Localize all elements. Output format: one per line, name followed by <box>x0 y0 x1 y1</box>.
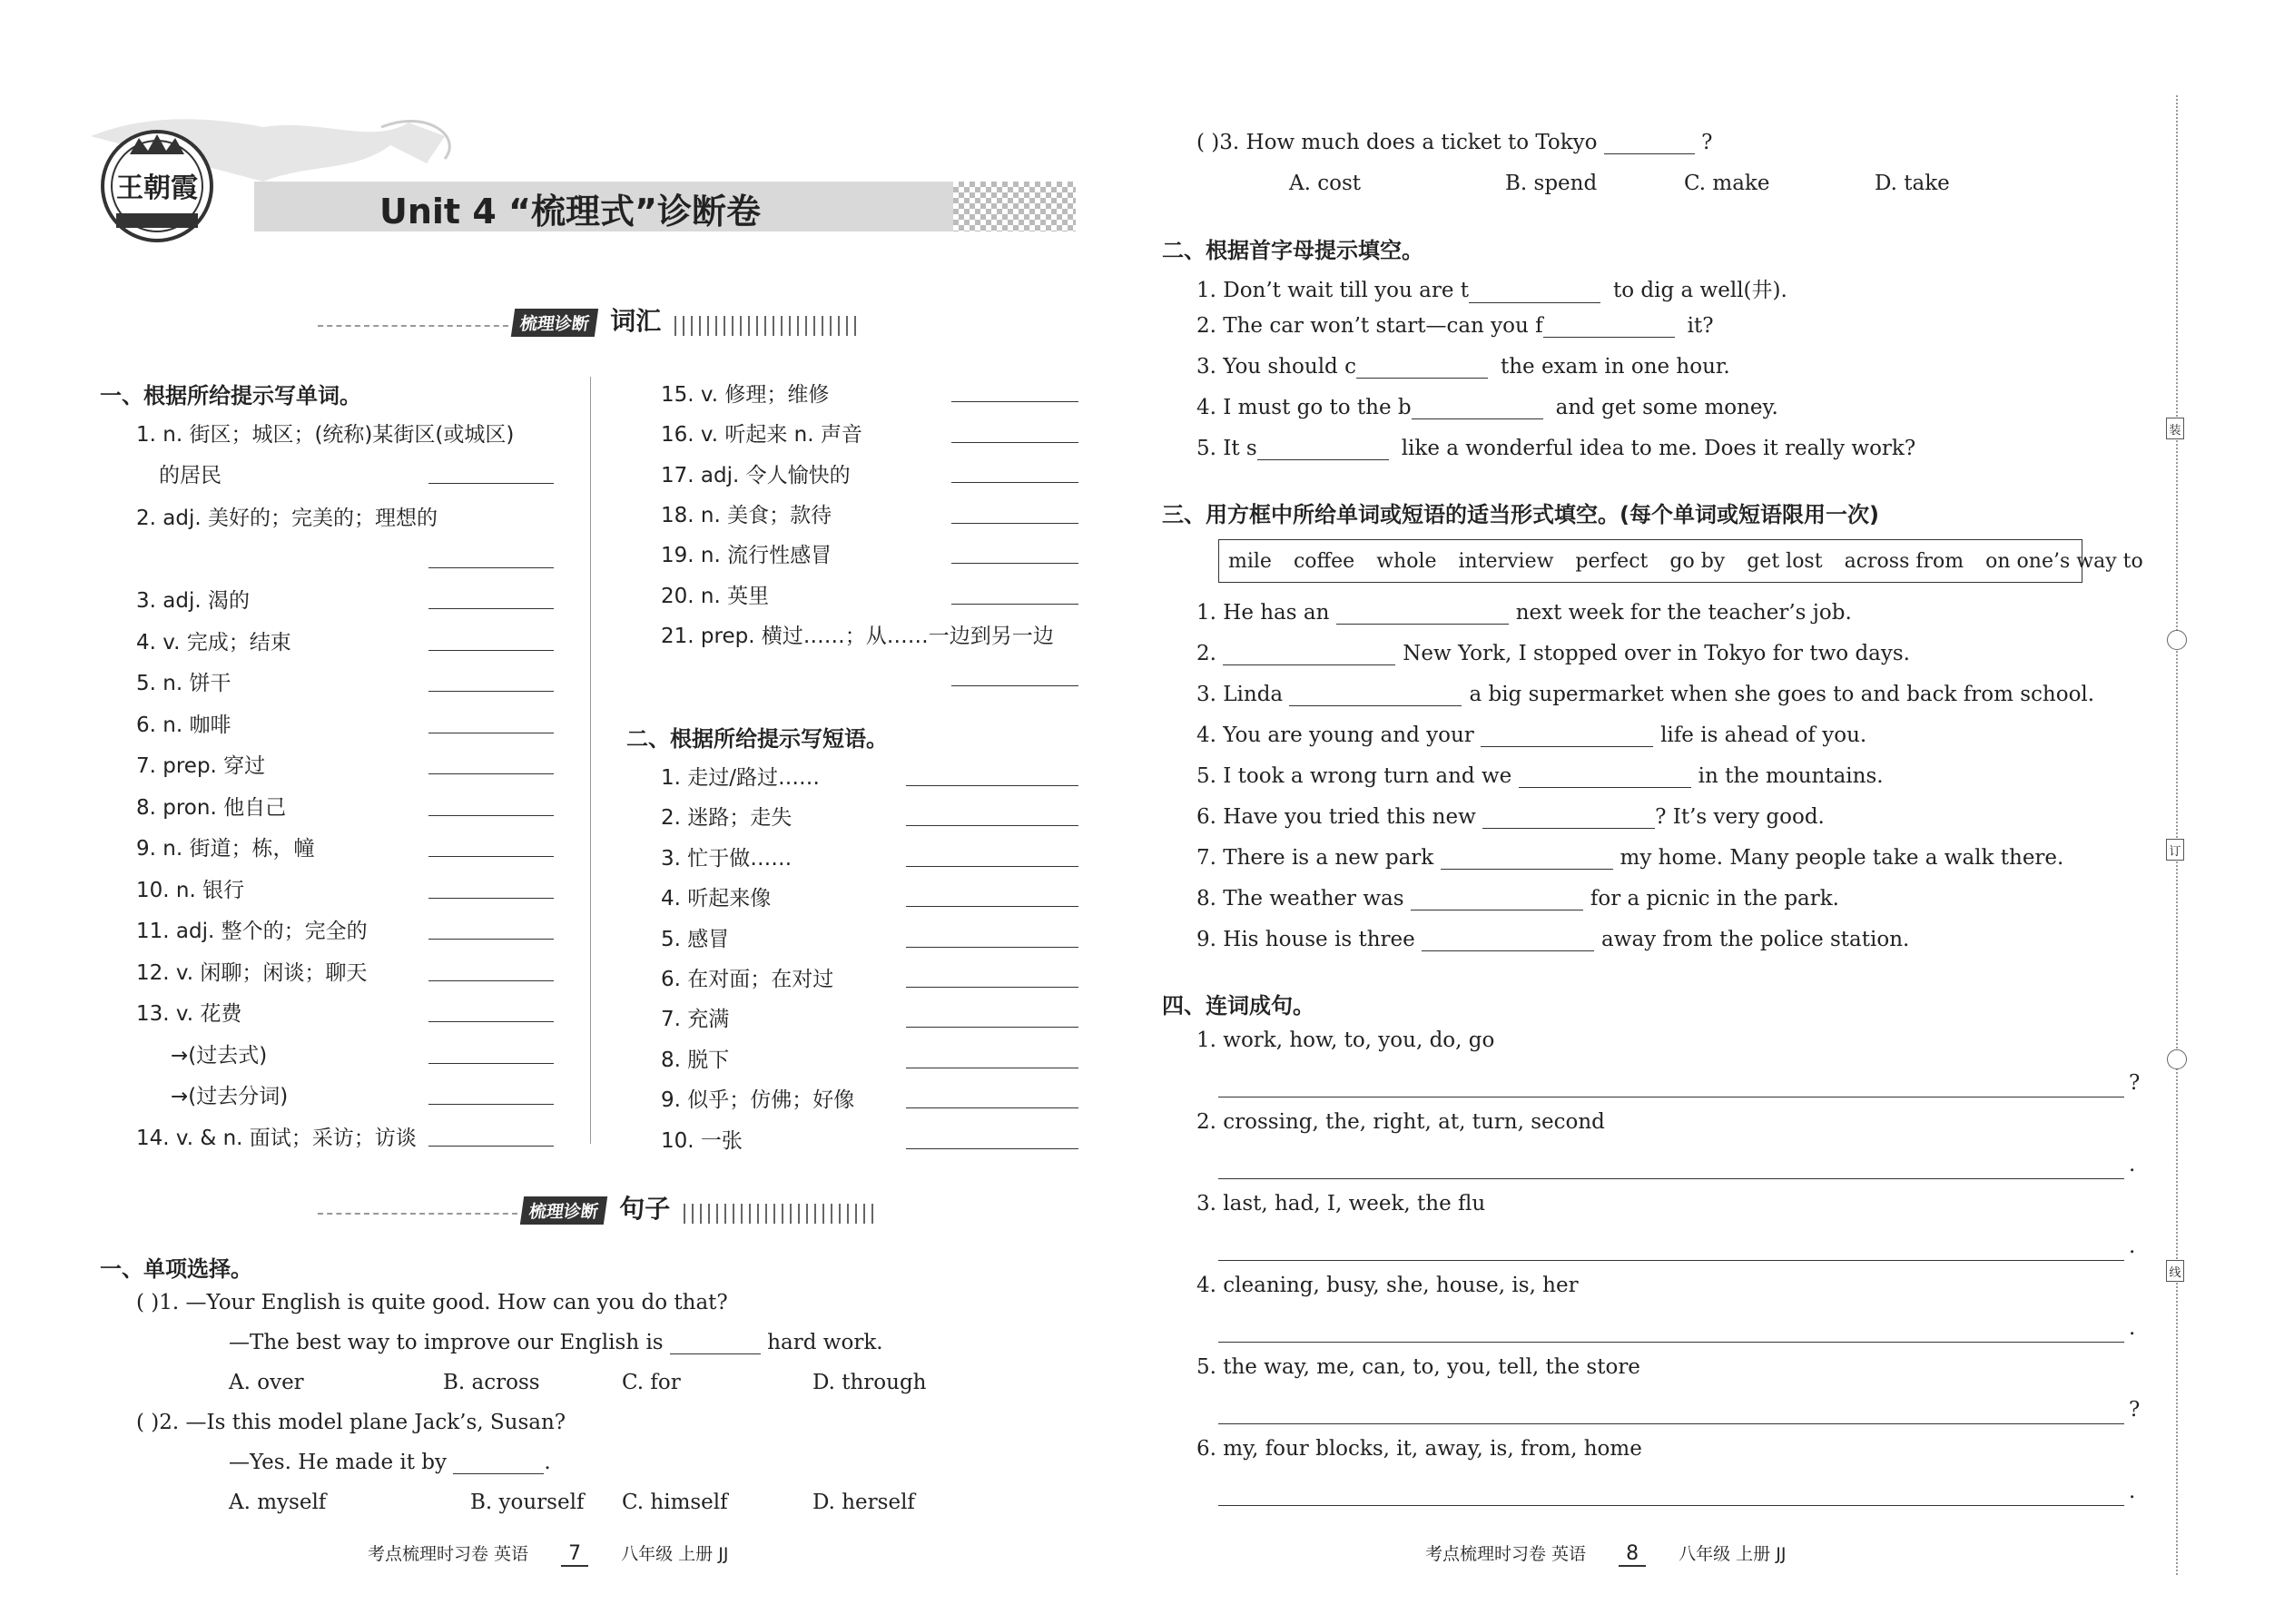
answer-blank[interactable] <box>453 1452 544 1474</box>
sentence-banner <box>318 1189 874 1225</box>
answer-blank[interactable] <box>428 838 554 857</box>
vocab-item: 2. adj. 美好的；完美的；理想的 <box>136 507 438 530</box>
sentence-end: . <box>2129 1480 2136 1503</box>
mc-option[interactable]: A. over <box>229 1371 304 1394</box>
page-number: 8 <box>1619 1542 1646 1567</box>
fill-text: 9. His house is three <box>1196 928 1415 951</box>
word-option: across from <box>1844 549 1964 573</box>
mc-option[interactable]: C. himself <box>622 1491 728 1514</box>
answer-blank[interactable] <box>1481 724 1653 747</box>
mc-text: ? <box>1701 131 1713 154</box>
fill-item <box>1196 273 1787 303</box>
sentence-answer-line[interactable] <box>1218 1487 2124 1506</box>
fill-text: 1. He has an <box>1196 601 1330 625</box>
banner-tag: 梳理诊断 <box>520 1196 607 1225</box>
answer-blank[interactable] <box>906 929 1078 948</box>
answer-blank[interactable] <box>906 1130 1078 1149</box>
fill-text: for a picnic in the park. <box>1590 887 1839 910</box>
fill-text: 4. You are young and your <box>1196 723 1474 747</box>
fill-text: and get some money. <box>1555 396 1778 419</box>
sentence-answer-line[interactable] <box>1218 1324 2124 1343</box>
brand-logo <box>98 127 216 245</box>
fill-text: a big supermarket when she goes to and back from school. <box>1469 683 2095 706</box>
mc-heading: 一、单项选择。 <box>100 1256 252 1282</box>
word-option: go by <box>1669 549 1726 573</box>
vocab-item: 7. prep. 穿过 <box>136 754 266 778</box>
vocab-item: 17. adj. 令人愉快的 <box>661 464 851 487</box>
vocab-item: →(过去分词) <box>171 1085 289 1108</box>
answer-blank[interactable] <box>906 1009 1078 1028</box>
fill-text: to dig a well(井). <box>1613 279 1787 302</box>
mc-question: ( )2. —Is this model plane Jack’s, Susan? <box>136 1411 566 1434</box>
answer-blank[interactable] <box>1411 888 1583 910</box>
fill-text: like a wonderful idea to me. Does it really work? <box>1401 437 1916 460</box>
answer-blank[interactable] <box>906 1089 1078 1108</box>
mc-question <box>1196 131 1713 154</box>
vocab-item: 20. n. 英里 <box>661 585 770 608</box>
logo-text: 王朝霞 <box>116 172 198 204</box>
mc-option[interactable]: C. make <box>1684 172 1770 195</box>
binding-hole-icon <box>2167 630 2187 650</box>
answer-blank[interactable] <box>428 880 554 899</box>
answer-blank[interactable] <box>1422 929 1594 951</box>
answer-blank[interactable] <box>1469 281 1600 303</box>
answer-blank[interactable] <box>670 1332 761 1354</box>
fill-text: 3. You should c <box>1196 355 1356 379</box>
fill-text: life is ahead of you. <box>1660 723 1867 747</box>
part2-heading: 二、根据所给提示写短语。 <box>626 726 888 752</box>
answer-blank[interactable] <box>428 797 554 816</box>
word-option: whole <box>1376 549 1437 573</box>
answer-blank[interactable] <box>428 590 554 609</box>
sentence-end: ? <box>2129 1071 2141 1095</box>
vocab-item: 14. v. & n. 面试；采访；访谈 <box>136 1127 417 1150</box>
binding-hole-icon <box>2167 1049 2187 1069</box>
answer-blank[interactable] <box>428 1086 554 1105</box>
answer-blank[interactable] <box>906 888 1078 907</box>
mc-text: ( )3. How much does a ticket to Tokyo <box>1196 131 1598 154</box>
word-box-heading: 三、用方框中所给单词或短语的适当形式填空。(每个单词或短语限用一次) <box>1162 502 1879 527</box>
mc-option[interactable]: A. myself <box>229 1491 327 1514</box>
mc-text: —The best way to improve our English is <box>229 1331 664 1354</box>
answer-blank[interactable] <box>1441 847 1613 870</box>
sentence-answer-line[interactable] <box>1218 1160 2124 1179</box>
fill-text: 6. Have you tried this new <box>1196 805 1476 829</box>
phrase-item: 2. 迷路；走失 <box>661 806 793 830</box>
answer-blank[interactable] <box>1543 315 1675 338</box>
vocab-item: 的居民 <box>159 464 222 487</box>
word-fill-item <box>1196 764 1884 788</box>
vocab-banner <box>318 301 856 338</box>
word-fill-item <box>1196 805 1825 829</box>
phrase-item: 7. 充满 <box>661 1008 730 1031</box>
fill-first-heading: 二、根据首字母提示填空。 <box>1162 238 1423 263</box>
answer-blank[interactable] <box>1336 602 1509 625</box>
word-fill-item <box>1196 846 2063 870</box>
banner-label: 句子 <box>619 1194 671 1224</box>
answer-blank[interactable] <box>906 767 1078 786</box>
word-box <box>1218 539 2143 583</box>
mc-option[interactable]: B. spend <box>1505 172 1598 195</box>
fill-text: 5. I took a wrong turn and we <box>1196 764 1512 788</box>
word-option: get lost <box>1747 549 1823 573</box>
word-option: mile <box>1228 549 1272 573</box>
footer-text: 八年级 上册 JJ <box>621 1544 729 1564</box>
fill-text: ? It’s very good. <box>1655 805 1825 829</box>
footer-text: 八年级 上册 JJ <box>1679 1544 1787 1564</box>
fill-text: in the mountains. <box>1698 764 1884 788</box>
answer-blank[interactable] <box>428 1003 554 1022</box>
sentence-answer-line[interactable] <box>1218 1405 2124 1424</box>
fill-text: New York, I stopped over in Tokyo for two days. <box>1403 642 1910 665</box>
fill-text: 2. <box>1196 642 1216 665</box>
answer-blank[interactable] <box>428 755 554 774</box>
fill-text: 8. The weather was <box>1196 887 1404 910</box>
vocab-item: 21. prep. 横过……；从……一边到另一边 <box>661 625 1054 648</box>
banner-dash <box>318 1213 517 1215</box>
mc-option[interactable]: D. herself <box>812 1491 915 1514</box>
vocab-item: 11. adj. 整个的；完全的 <box>136 920 368 943</box>
binding-mark: 线 <box>2166 1260 2184 1282</box>
answer-blank[interactable] <box>906 807 1078 826</box>
fill-item <box>1196 355 1730 379</box>
vocab-item: 18. n. 美食；款待 <box>661 504 832 527</box>
answer-blank[interactable] <box>951 464 1078 483</box>
answer-blank[interactable] <box>951 667 1078 686</box>
page-title: Unit 4 “梳理式”诊断卷 <box>379 192 761 231</box>
fill-text: next week for the teacher’s job. <box>1515 601 1852 625</box>
vocab-item: 10. n. 银行 <box>136 879 245 902</box>
vocab-item: 9. n. 街道；栋，幢 <box>136 837 315 861</box>
word-option: perfect <box>1575 549 1649 573</box>
word-option: on one’s way to <box>1985 549 2143 573</box>
sentence-words: 6. my, four blocks, it, away, is, from, home <box>1196 1437 1642 1461</box>
sentence-words: 5. the way, me, can, to, you, tell, the store <box>1196 1355 1640 1379</box>
word-fill-item <box>1196 642 1910 665</box>
part1-heading: 一、根据所给提示写单词。 <box>100 383 361 408</box>
answer-blank[interactable] <box>1519 765 1691 788</box>
fill-item <box>1196 314 1714 338</box>
vocab-item: 3. adj. 渴的 <box>136 589 250 613</box>
word-option: interview <box>1458 549 1554 573</box>
footer-text: 考点梳理时习卷 英语 <box>368 1544 529 1564</box>
footer-right <box>1425 1540 1786 1567</box>
vocab-item: →(过去式) <box>171 1044 268 1068</box>
answer-blank[interactable] <box>906 848 1078 867</box>
fill-item <box>1196 437 1915 460</box>
column-divider <box>590 377 591 1144</box>
answer-blank[interactable] <box>428 920 554 940</box>
fill-text: it? <box>1687 314 1714 338</box>
fill-text: 5. It s <box>1196 437 1257 460</box>
phrase-item: 3. 忙于做…… <box>661 847 793 871</box>
page-number: 7 <box>561 1542 588 1567</box>
answer-blank[interactable] <box>951 545 1078 564</box>
answer-blank[interactable] <box>1412 397 1543 419</box>
vocab-item: 8. pron. 他自己 <box>136 796 287 820</box>
word-fill-item <box>1196 601 1852 625</box>
answer-blank[interactable] <box>428 1045 554 1064</box>
answer-blank[interactable] <box>906 969 1078 988</box>
banner-bars <box>674 316 856 336</box>
word-fill-item <box>1196 928 1909 951</box>
fill-text: my home. Many people take a walk there. <box>1620 846 2064 870</box>
phrase-item: 4. 听起来像 <box>661 887 772 910</box>
mc-option[interactable]: C. for <box>622 1371 681 1394</box>
mc-text: —Yes. He made it by <box>229 1451 447 1474</box>
banner-tag: 梳理诊断 <box>511 309 598 337</box>
fill-text: 2. The car won’t start—can you f <box>1196 314 1543 338</box>
sentence-words: 1. work, how, to, you, do, go <box>1196 1029 1495 1052</box>
phrase-item: 6. 在对面；在对过 <box>661 968 834 991</box>
mc-answer-line <box>229 1451 551 1474</box>
fill-text: 3. Linda <box>1196 683 1284 706</box>
fill-text: the exam in one hour. <box>1500 355 1730 379</box>
sentence-end: ? <box>2129 1398 2141 1422</box>
answer-blank[interactable] <box>951 586 1078 605</box>
vocab-item: 6. n. 咖啡 <box>136 714 231 737</box>
phrase-item: 10. 一张 <box>661 1129 743 1153</box>
vocab-item: 13. v. 花费 <box>136 1002 242 1026</box>
word-fill-item <box>1196 683 2094 706</box>
phrase-item: 5. 感冒 <box>661 928 730 951</box>
fill-text: 7. There is a new park <box>1196 846 1434 870</box>
vocab-item: 19. n. 流行性感冒 <box>661 544 832 567</box>
banner-dash <box>318 325 508 327</box>
binding-mark: 装 <box>2166 418 2184 439</box>
answer-blank[interactable] <box>428 714 554 733</box>
phrase-item: 9. 似乎；仿佛；好像 <box>661 1088 855 1112</box>
vocab-item: 4. v. 完成；结束 <box>136 631 291 655</box>
answer-blank[interactable] <box>951 424 1078 443</box>
footer-text: 考点梳理时习卷 英语 <box>1425 1544 1587 1564</box>
banner-bars <box>684 1204 874 1224</box>
sentences-heading: 四、连词成句。 <box>1162 993 1314 1019</box>
footer-left <box>368 1540 728 1567</box>
word-fill-item <box>1196 723 1866 747</box>
fill-text: 1. Don’t wait till you are t <box>1196 279 1469 302</box>
vocab-item: 16. v. 听起来 n. 声音 <box>661 423 862 447</box>
vocab-item: 5. n. 饼干 <box>136 672 231 695</box>
mc-option[interactable]: B. yourself <box>470 1491 585 1514</box>
mc-answer-line <box>229 1331 883 1354</box>
answer-blank[interactable] <box>428 1127 554 1147</box>
sentence-answer-line[interactable] <box>1218 1078 2124 1097</box>
answer-blank[interactable] <box>428 465 554 484</box>
answer-blank[interactable] <box>428 549 554 568</box>
sentence-words: 3. last, had, I, week, the flu <box>1196 1192 1486 1216</box>
vocab-item: 15. v. 修理；维修 <box>661 383 830 407</box>
sentence-words: 2. crossing, the, right, at, turn, second <box>1196 1110 1605 1134</box>
fill-text: away from the police station. <box>1601 928 1910 951</box>
vocab-item: 1. n. 街区；城区；(统称)某街区(或城区) <box>136 423 515 447</box>
mc-question: ( )1. —Your English is quite good. How can you do that? <box>136 1291 728 1314</box>
checker-pattern <box>953 182 1076 231</box>
vocab-item: 12. v. 闲聊；闲谈；聊天 <box>136 961 368 985</box>
sentence-end: . <box>2129 1235 2136 1258</box>
binding-line <box>2176 95 2178 1575</box>
answer-blank[interactable] <box>428 632 554 651</box>
fill-text: 4. I must go to the b <box>1196 396 1412 419</box>
mc-option[interactable]: D. through <box>812 1371 927 1394</box>
answer-blank[interactable] <box>1257 438 1389 460</box>
answer-blank[interactable] <box>951 505 1078 524</box>
sentence-end: . <box>2129 1316 2136 1340</box>
fill-item <box>1196 396 1778 419</box>
word-fill-item <box>1196 887 1839 910</box>
sentence-words: 4. cleaning, busy, she, house, is, her <box>1196 1274 1579 1297</box>
answer-blank[interactable] <box>951 383 1078 402</box>
answer-blank[interactable] <box>428 673 554 692</box>
word-option: coffee <box>1293 549 1355 573</box>
phrase-item: 8. 脱下 <box>661 1048 730 1072</box>
answer-blank[interactable] <box>1482 806 1655 829</box>
mc-option[interactable]: A. cost <box>1289 172 1362 195</box>
mc-option[interactable]: B. across <box>443 1371 540 1394</box>
answer-blank[interactable] <box>1223 643 1395 665</box>
mc-text: hard work. <box>767 1331 883 1354</box>
sentence-end: . <box>2129 1153 2136 1176</box>
mc-option[interactable]: D. take <box>1875 172 1950 195</box>
banner-label: 词汇 <box>610 306 662 336</box>
answer-blank[interactable] <box>906 1049 1078 1068</box>
sentence-answer-line[interactable] <box>1218 1242 2124 1261</box>
binding-mark: 订 <box>2166 839 2184 861</box>
answer-blank[interactable] <box>1289 684 1462 706</box>
answer-blank[interactable] <box>1604 132 1695 154</box>
mc-text: . <box>544 1451 551 1474</box>
phrase-item: 1. 走过/路过…… <box>661 766 821 790</box>
answer-blank[interactable] <box>428 962 554 981</box>
answer-blank[interactable] <box>1356 356 1488 379</box>
